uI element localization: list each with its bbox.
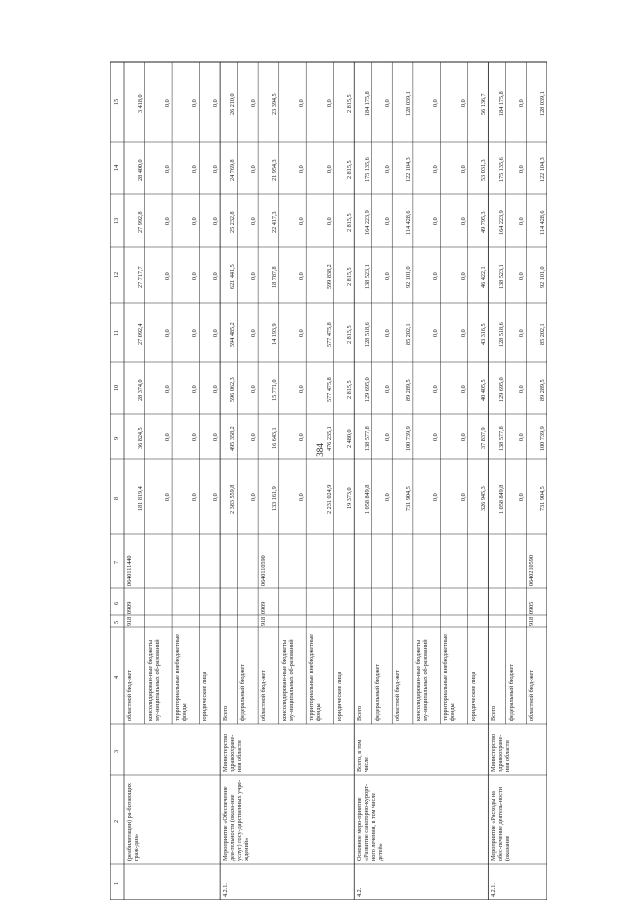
amount-cell: 0,0 [191, 165, 199, 173]
row-name: (реабилитации) ра-ботающих граж-дан» [126, 782, 140, 861]
amount-cell: 49 795,3 [480, 211, 488, 234]
amount-cell: 0,0 [459, 385, 467, 393]
amount-cell: 0,0 [432, 493, 440, 502]
amount-cell: 0,0 [459, 99, 467, 107]
funding-source: территориальные внебюджетные фонды [308, 634, 323, 721]
amount-cell: 0,0 [298, 272, 306, 280]
row-name: Мероприятие «Расходы на обес-печение деятель-ности (оказание [490, 786, 512, 861]
column-header-6: 6 [113, 601, 120, 605]
amount-cell: 56 136,7 [480, 93, 488, 115]
funding-source: Всего [356, 705, 364, 721]
amount-cell: 0,0 [325, 217, 333, 226]
amount-cell: 2 383 559,8 [229, 484, 237, 515]
amount-cell: 0,0 [459, 329, 467, 338]
amount-cell: 0,0 [212, 217, 220, 226]
column-header-2: 2 [113, 819, 120, 823]
amount-cell: 36 824,5 [136, 427, 144, 450]
column-header-15: 15 [113, 98, 120, 105]
amount-cell: 0,0 [518, 433, 526, 442]
funding-source: Всего [490, 705, 498, 721]
amount-cell: 0,0 [191, 329, 199, 338]
amount-cell: 40 405,5 [480, 379, 488, 401]
funding-source: территориальные внебюджетные фонды [174, 634, 189, 721]
amount-cell: 0,0 [164, 165, 172, 173]
amount-cell: 129 695,0 [363, 377, 371, 403]
amount-cell: 0,0 [384, 329, 392, 338]
amount-cell: 92 101,0 [404, 266, 412, 288]
funding-source: юридические лица [201, 671, 209, 721]
column-header-3: 3 [113, 749, 120, 753]
amount-cell: 184 175,8 [363, 91, 371, 117]
column-header-8: 8 [113, 496, 120, 500]
amount-cell: 22 417,3 [270, 211, 278, 234]
amount-cell: 2 815,5 [346, 380, 354, 400]
amount-cell: 577 475,8 [325, 377, 333, 403]
amount-cell: 27 092,4 [136, 323, 144, 346]
amount-cell: 0,0 [518, 272, 526, 280]
amount-cell: 599 838,2 [325, 264, 333, 290]
amount-cell: 0,0 [384, 493, 392, 502]
amount-cell: 0,0 [432, 99, 440, 107]
amount-cell: 128 518,6 [363, 322, 371, 347]
column-header-12: 12 [113, 271, 120, 278]
budget-table [110, 42, 547, 900]
column-header-11: 11 [113, 329, 120, 336]
amount-cell: 0,0 [384, 217, 392, 226]
amount-cell: 100 739,9 [404, 426, 412, 451]
column-header-9: 9 [113, 436, 120, 440]
amount-cell: 0,0 [384, 165, 392, 173]
funding-source: федеральный бюджет [507, 664, 515, 721]
amount-cell: 0,0 [459, 272, 467, 280]
row-name: Основное меро-приятие «Развитие санаторно-курорт-ного лечения, в том числе детей» [356, 784, 385, 861]
amount-cell: 0,0 [459, 165, 467, 173]
amount-cell: 0,0 [250, 272, 258, 280]
amount-cell: 0,0 [298, 99, 306, 107]
amount-cell: 0,0 [518, 329, 526, 338]
amount-cell: 133 161,9 [270, 486, 278, 511]
amount-cell: 0,0 [518, 385, 526, 393]
amount-cell: 92 101,0 [539, 266, 546, 288]
amount-cell: 0,0 [250, 433, 258, 442]
amount-cell: 0,0 [164, 217, 172, 226]
amount-cell: 731 904,5 [539, 486, 546, 511]
amount-cell: 37 837,9 [480, 427, 488, 450]
amount-cell: 577 475,8 [325, 322, 333, 347]
amount-cell: 0,0 [250, 99, 258, 107]
amount-cell: 1 058 849,8 [363, 484, 371, 515]
column-header-10: 10 [113, 384, 120, 391]
row-executor: Министерство здравоохране-ния области [222, 733, 244, 772]
code-grbs: 918 [528, 616, 536, 626]
funding-source: областной бюд-жет [528, 670, 536, 721]
amount-cell: 128 039,1 [404, 91, 412, 117]
funding-source: Всего [222, 705, 230, 721]
amount-cell: 0,0 [518, 493, 526, 502]
funding-source: территориальные внебюджетные фонды [442, 634, 457, 721]
amount-cell: 2 815,5 [346, 94, 354, 114]
amount-cell: 114 428,6 [539, 210, 546, 235]
amount-cell: 0,0 [212, 165, 220, 173]
amount-cell: 0,0 [518, 99, 526, 107]
amount-cell: 0,0 [298, 165, 306, 173]
funding-source: областной бюд-жет [260, 670, 268, 721]
funding-source: федеральный бюджет [239, 664, 247, 721]
funding-source: юридические лица [335, 671, 343, 721]
amount-cell: 28 400,0 [136, 159, 144, 181]
amount-cell: 164 223,9 [497, 210, 505, 235]
amount-cell: 731 904,5 [404, 486, 412, 511]
amount-cell: 0,0 [325, 99, 333, 107]
amount-cell: 85 202,1 [539, 323, 546, 346]
column-header-7: 7 [113, 560, 120, 564]
amount-cell: 0,0 [191, 99, 199, 107]
column-header-5: 5 [113, 620, 120, 624]
amount-cell: 0,0 [212, 329, 220, 338]
code-section: 0909 [126, 601, 133, 614]
amount-cell: 164 223,9 [363, 210, 371, 235]
amount-cell: 0,0 [191, 433, 199, 442]
amount-cell: 24 769,8 [229, 159, 237, 181]
code-section: 0905 [528, 601, 536, 614]
amount-cell: 0,0 [191, 385, 199, 393]
funding-source: консолидирован-ные бюджеты му-ниципальных об-разований [280, 639, 295, 721]
amount-cell: 0,0 [250, 217, 258, 226]
amount-cell: 46 422,1 [480, 266, 488, 288]
amount-cell: 128 039,1 [539, 91, 546, 117]
amount-cell: 0,0 [518, 165, 526, 173]
amount-cell: 0,0 [212, 433, 220, 442]
row-number: 4.2.1. [490, 883, 498, 897]
amount-cell: 0,0 [384, 99, 392, 107]
amount-cell: 53 031,3 [480, 159, 488, 181]
amount-cell: 0,0 [212, 493, 220, 502]
amount-cell: 0,0 [432, 165, 440, 173]
amount-cell: 476 235,1 [325, 426, 333, 451]
amount-cell: 0,0 [298, 217, 306, 226]
amount-cell: 114 428,6 [404, 210, 412, 235]
amount-cell: 181 819,4 [136, 486, 144, 511]
amount-cell: 0,0 [250, 329, 258, 338]
amount-cell: 138 577,8 [497, 426, 505, 451]
amount-cell: 138 577,8 [363, 426, 371, 451]
amount-cell: 2 815,5 [346, 213, 354, 232]
amount-cell: 26 210,0 [229, 93, 237, 115]
row-number: 4.2. [356, 887, 364, 897]
funding-source: юридические лица [469, 671, 477, 721]
amount-cell: 0,0 [432, 217, 440, 226]
amount-cell: 18 787,8 [270, 266, 278, 288]
funding-source: областной бюд-жет [126, 670, 133, 721]
funding-source: федеральный бюджет [373, 664, 381, 721]
amount-cell: 28 374,0 [136, 379, 144, 401]
amount-cell: 89 289,5 [404, 379, 412, 401]
amount-cell: 0,0 [191, 272, 199, 280]
amount-cell: 138 523,1 [363, 264, 371, 290]
amount-cell: 0,0 [432, 433, 440, 442]
amount-cell: 175 135,6 [363, 157, 371, 183]
funding-source: консолидирован-ные бюджеты му-ниципальных об-разований [414, 639, 429, 721]
amount-cell: 621 441,5 [229, 264, 237, 290]
amount-cell: 2 480,0 [346, 429, 354, 448]
amount-cell: 122 104,3 [539, 157, 546, 183]
amount-cell: 16 643,1 [270, 427, 278, 450]
amount-cell: 0,0 [459, 217, 467, 226]
amount-cell: 326 945,3 [480, 486, 488, 511]
code-grbs: 918 [260, 616, 268, 626]
amount-cell: 15 771,0 [270, 379, 278, 401]
column-header-14: 14 [113, 164, 120, 171]
amount-cell: 0,0 [432, 385, 440, 393]
amount-cell: 0,0 [384, 385, 392, 393]
amount-cell: 100 739,9 [539, 426, 546, 451]
amount-cell: 0,0 [164, 272, 172, 280]
row-name: Мероприятие «Обеспечение дея-тельности (оказа-ние услуг) госу-дарственных учре-ждений» [222, 779, 251, 861]
amount-cell: 0,0 [212, 385, 220, 393]
amount-cell: 2 815,5 [346, 160, 354, 180]
amount-cell: 138 523,1 [497, 264, 505, 290]
amount-cell: 0,0 [164, 493, 172, 502]
amount-cell: 129 695,0 [497, 377, 505, 403]
amount-cell: 128 518,6 [497, 322, 505, 347]
code-grbs: 918 [126, 616, 133, 626]
amount-cell: 122 104,3 [404, 157, 412, 183]
amount-cell: 0,0 [459, 433, 467, 442]
row-executor: Министерство здравоохране-ния области [490, 733, 512, 772]
amount-cell: 43 316,5 [480, 323, 488, 346]
amount-cell: 495 358,2 [229, 426, 237, 451]
amount-cell: 0,0 [432, 272, 440, 280]
amount-cell: 0,0 [164, 433, 172, 442]
amount-cell: 0,0 [164, 99, 172, 107]
amount-cell: 89 289,5 [539, 379, 546, 401]
amount-cell: 0,0 [250, 493, 258, 502]
amount-cell: 0,0 [298, 493, 306, 502]
amount-cell: 27 992,8 [136, 211, 144, 234]
amount-cell: 0,0 [164, 329, 172, 338]
amount-cell: 0,0 [250, 165, 258, 173]
amount-cell: 596 062,3 [229, 377, 237, 403]
amount-cell: 0,0 [191, 493, 199, 502]
amount-cell: 0,0 [298, 433, 306, 442]
amount-cell: 0,0 [518, 217, 526, 226]
code-target: 0640110590 [260, 555, 268, 586]
amount-cell: 23 394,5 [270, 93, 278, 115]
column-header-1: 1 [113, 881, 120, 885]
funding-source: областной бюд-жет [394, 670, 402, 721]
amount-cell: 2 815,5 [346, 267, 354, 287]
amount-cell: 0,0 [212, 272, 220, 280]
code-target: 0640210590 [528, 555, 536, 586]
column-header-4: 4 [113, 675, 120, 679]
amount-cell: 21 954,3 [270, 159, 278, 181]
amount-cell: 0,0 [432, 329, 440, 338]
amount-cell: 85 202,1 [404, 323, 412, 346]
amount-cell: 0,0 [191, 217, 199, 226]
amount-cell: 0,0 [325, 165, 333, 173]
amount-cell: 14 193,9 [270, 323, 278, 346]
page-number: 384 [315, 443, 325, 457]
row-executor: Всего, в том числе [356, 739, 371, 772]
amount-cell: 175 135,6 [497, 157, 505, 183]
code-section: 0909 [260, 601, 268, 614]
code-target: 0640111440 [126, 555, 133, 586]
amount-cell: 0,0 [298, 385, 306, 393]
amount-cell: 2 815,5 [346, 325, 354, 344]
amount-cell: 0,0 [459, 493, 467, 502]
amount-cell: 0,0 [384, 433, 392, 442]
amount-cell: 0,0 [164, 385, 172, 393]
amount-cell: 27 717,7 [136, 266, 144, 288]
amount-cell: 594 485,2 [229, 322, 237, 347]
amount-cell: 3 418,0 [136, 94, 144, 114]
column-header-13: 13 [113, 217, 120, 224]
amount-cell: 25 232,8 [229, 211, 237, 234]
amount-cell: 0,0 [298, 329, 306, 338]
amount-cell: 19 373,0 [346, 487, 354, 510]
amount-cell: 184 175,8 [497, 91, 505, 117]
funding-source: консолидирован-ные бюджеты му-ниципальных об-разований [146, 639, 161, 721]
amount-cell: 0,0 [212, 99, 220, 107]
amount-cell: 1 058 849,8 [497, 484, 505, 515]
amount-cell: 0,0 [250, 385, 258, 393]
amount-cell: 2 231 024,9 [325, 484, 333, 515]
amount-cell: 0,0 [384, 272, 392, 280]
row-number: 4.2.1. [222, 883, 230, 897]
